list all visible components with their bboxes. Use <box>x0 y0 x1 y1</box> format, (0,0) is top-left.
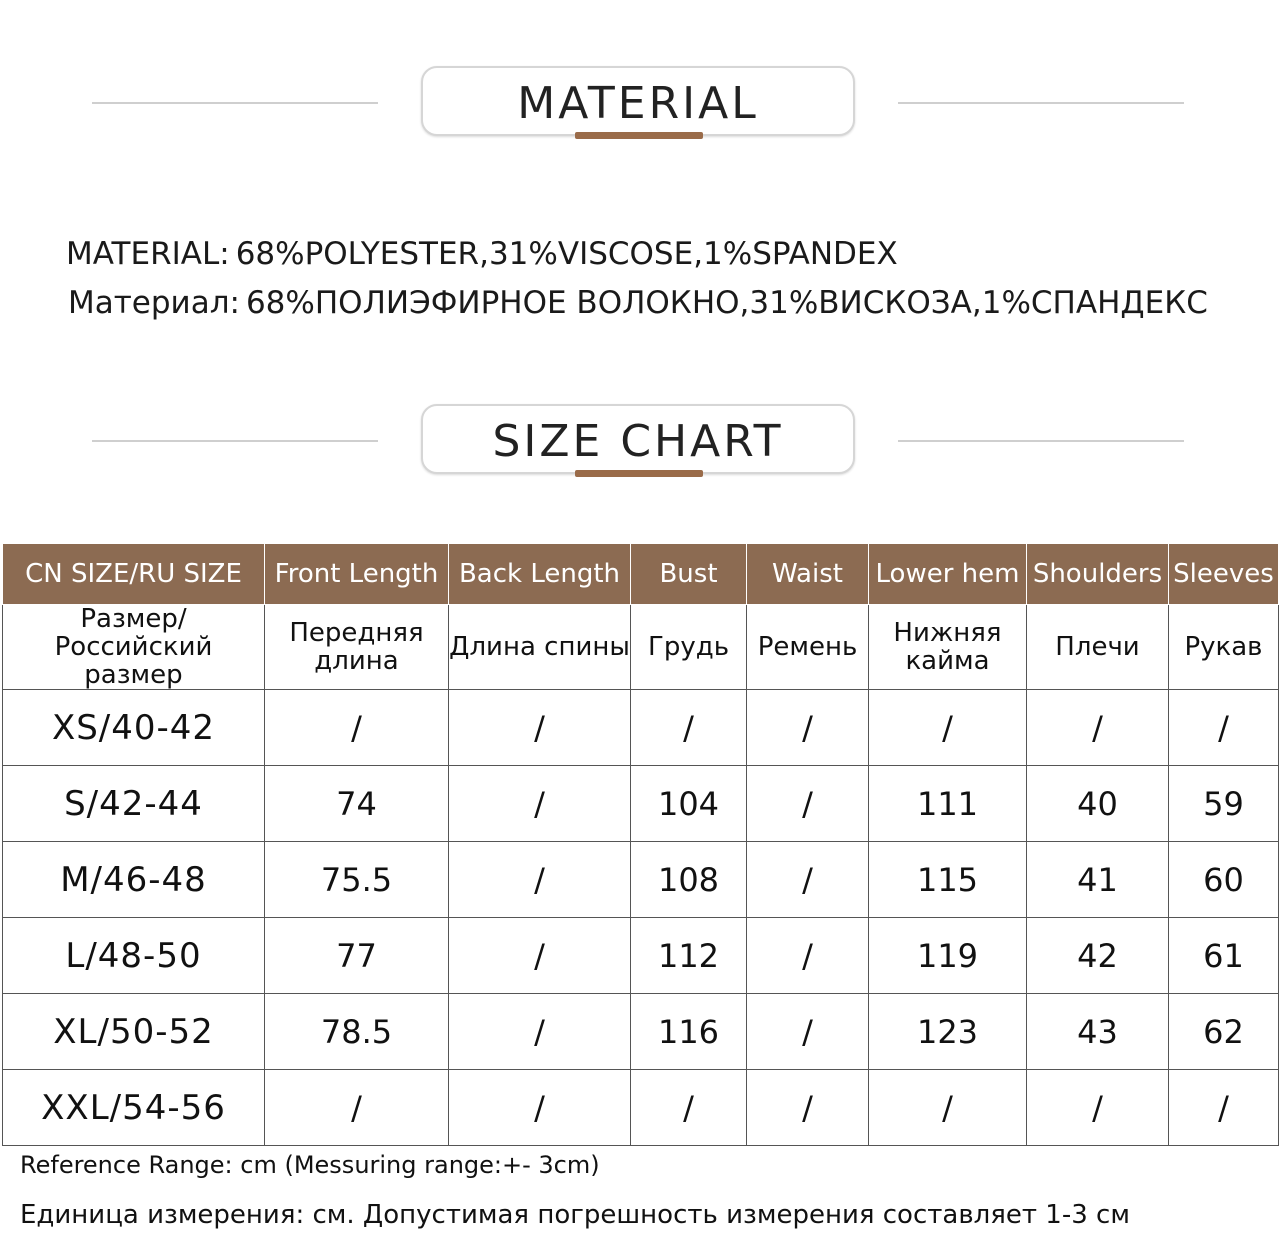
size-chart-table <box>2 543 1279 1146</box>
column-header: Lower hem <box>869 544 1027 605</box>
table-row <box>3 918 1279 994</box>
table-cell: 111 <box>869 766 1027 842</box>
size-cell: XS/40-42 <box>3 690 265 766</box>
table-header-row-en <box>3 544 1279 605</box>
section-title-pill <box>421 404 855 474</box>
column-header-ru: Нижняя кайма <box>869 605 1027 690</box>
table-cell: / <box>1027 1070 1169 1146</box>
table-cell: / <box>449 690 631 766</box>
table-cell: / <box>747 766 869 842</box>
table-cell: 115 <box>869 842 1027 918</box>
material-label: MATERIAL: <box>66 236 230 272</box>
column-header: Bust <box>631 544 747 605</box>
section-title: MATERIAL <box>517 78 759 129</box>
table-cell: / <box>747 994 869 1070</box>
material-section-header <box>0 66 1280 142</box>
table-cell: 43 <box>1027 994 1169 1070</box>
reference-range-note-en: Reference Range: cm (Messuring range:+- 3cm) <box>20 1151 600 1179</box>
column-header-ru: Длина спины <box>449 605 631 690</box>
table-cell: 62 <box>1169 994 1279 1070</box>
table-cell: 59 <box>1169 766 1279 842</box>
table-cell: 77 <box>265 918 449 994</box>
size-cell: L/48-50 <box>3 918 265 994</box>
table-cell: 61 <box>1169 918 1279 994</box>
column-header: Sleeves <box>1169 544 1279 605</box>
column-header-ru: Размер/Российский размер <box>3 605 265 690</box>
table-cell: 41 <box>1027 842 1169 918</box>
column-header-ru: Грудь <box>631 605 747 690</box>
column-header-ru: Рукав <box>1169 605 1279 690</box>
material-composition-ru <box>68 285 1208 321</box>
table-row <box>3 842 1279 918</box>
size-cell: XL/50-52 <box>3 994 265 1070</box>
column-header-ru: Передняя длина <box>265 605 449 690</box>
table-cell: / <box>449 766 631 842</box>
material-value: 68%ПОЛИЭФИРНОЕ ВОЛОКНО,31%ВИСКОЗА,1%СПАНДЕКС <box>245 285 1208 321</box>
table-row <box>3 766 1279 842</box>
table-header-row-ru <box>3 605 1279 690</box>
material-value: 68%POLYESTER,31%VISCOSE,1%SPANDEX <box>235 236 898 272</box>
table-cell: 42 <box>1027 918 1169 994</box>
column-header-ru: Плечи <box>1027 605 1169 690</box>
table-cell: / <box>747 690 869 766</box>
table-cell: / <box>1169 690 1279 766</box>
table-cell: / <box>869 690 1027 766</box>
table-cell: 119 <box>869 918 1027 994</box>
column-header: CN SIZE/RU SIZE <box>3 544 265 605</box>
table-cell: / <box>265 1070 449 1146</box>
table-row <box>3 994 1279 1070</box>
divider-line-right <box>898 440 1184 442</box>
material-label: Материал: <box>68 285 240 321</box>
column-header: Back Length <box>449 544 631 605</box>
table-cell: / <box>747 918 869 994</box>
size-chart-section-header <box>0 404 1280 480</box>
column-header-ru: Ремень <box>747 605 869 690</box>
divider-line-left <box>92 440 378 442</box>
title-accent-bar <box>575 470 703 477</box>
divider-line-right <box>898 102 1184 104</box>
divider-line-left <box>92 102 378 104</box>
table-row <box>3 690 1279 766</box>
table-cell: 123 <box>869 994 1027 1070</box>
reference-range-note-ru: Единица измерения: см. Допустимая погрешность измерения составляет 1-3 см <box>20 1200 1130 1230</box>
column-header: Waist <box>747 544 869 605</box>
section-title: SIZE CHART <box>492 416 784 467</box>
table-cell: / <box>747 842 869 918</box>
table-cell: / <box>631 690 747 766</box>
title-accent-bar <box>575 132 703 139</box>
table-cell: / <box>449 994 631 1070</box>
table-cell: / <box>449 842 631 918</box>
table-cell: 75.5 <box>265 842 449 918</box>
size-cell: XXL/54-56 <box>3 1070 265 1146</box>
table-cell: 112 <box>631 918 747 994</box>
table-cell: 74 <box>265 766 449 842</box>
table-cell: / <box>869 1070 1027 1146</box>
table-cell: / <box>747 1070 869 1146</box>
table-cell: / <box>631 1070 747 1146</box>
table-cell: 78.5 <box>265 994 449 1070</box>
material-composition-en <box>66 236 898 272</box>
table-cell: 40 <box>1027 766 1169 842</box>
table-cell: 104 <box>631 766 747 842</box>
table-cell: 60 <box>1169 842 1279 918</box>
column-header: Shoulders <box>1027 544 1169 605</box>
table-cell: / <box>1169 1070 1279 1146</box>
table-cell: / <box>449 918 631 994</box>
table-row <box>3 1070 1279 1146</box>
section-title-pill <box>421 66 855 136</box>
table-cell: / <box>449 1070 631 1146</box>
table-cell: / <box>265 690 449 766</box>
column-header: Front Length <box>265 544 449 605</box>
size-cell: S/42-44 <box>3 766 265 842</box>
table-cell: 116 <box>631 994 747 1070</box>
table-cell: 108 <box>631 842 747 918</box>
size-cell: M/46-48 <box>3 842 265 918</box>
table-cell: / <box>1027 690 1169 766</box>
